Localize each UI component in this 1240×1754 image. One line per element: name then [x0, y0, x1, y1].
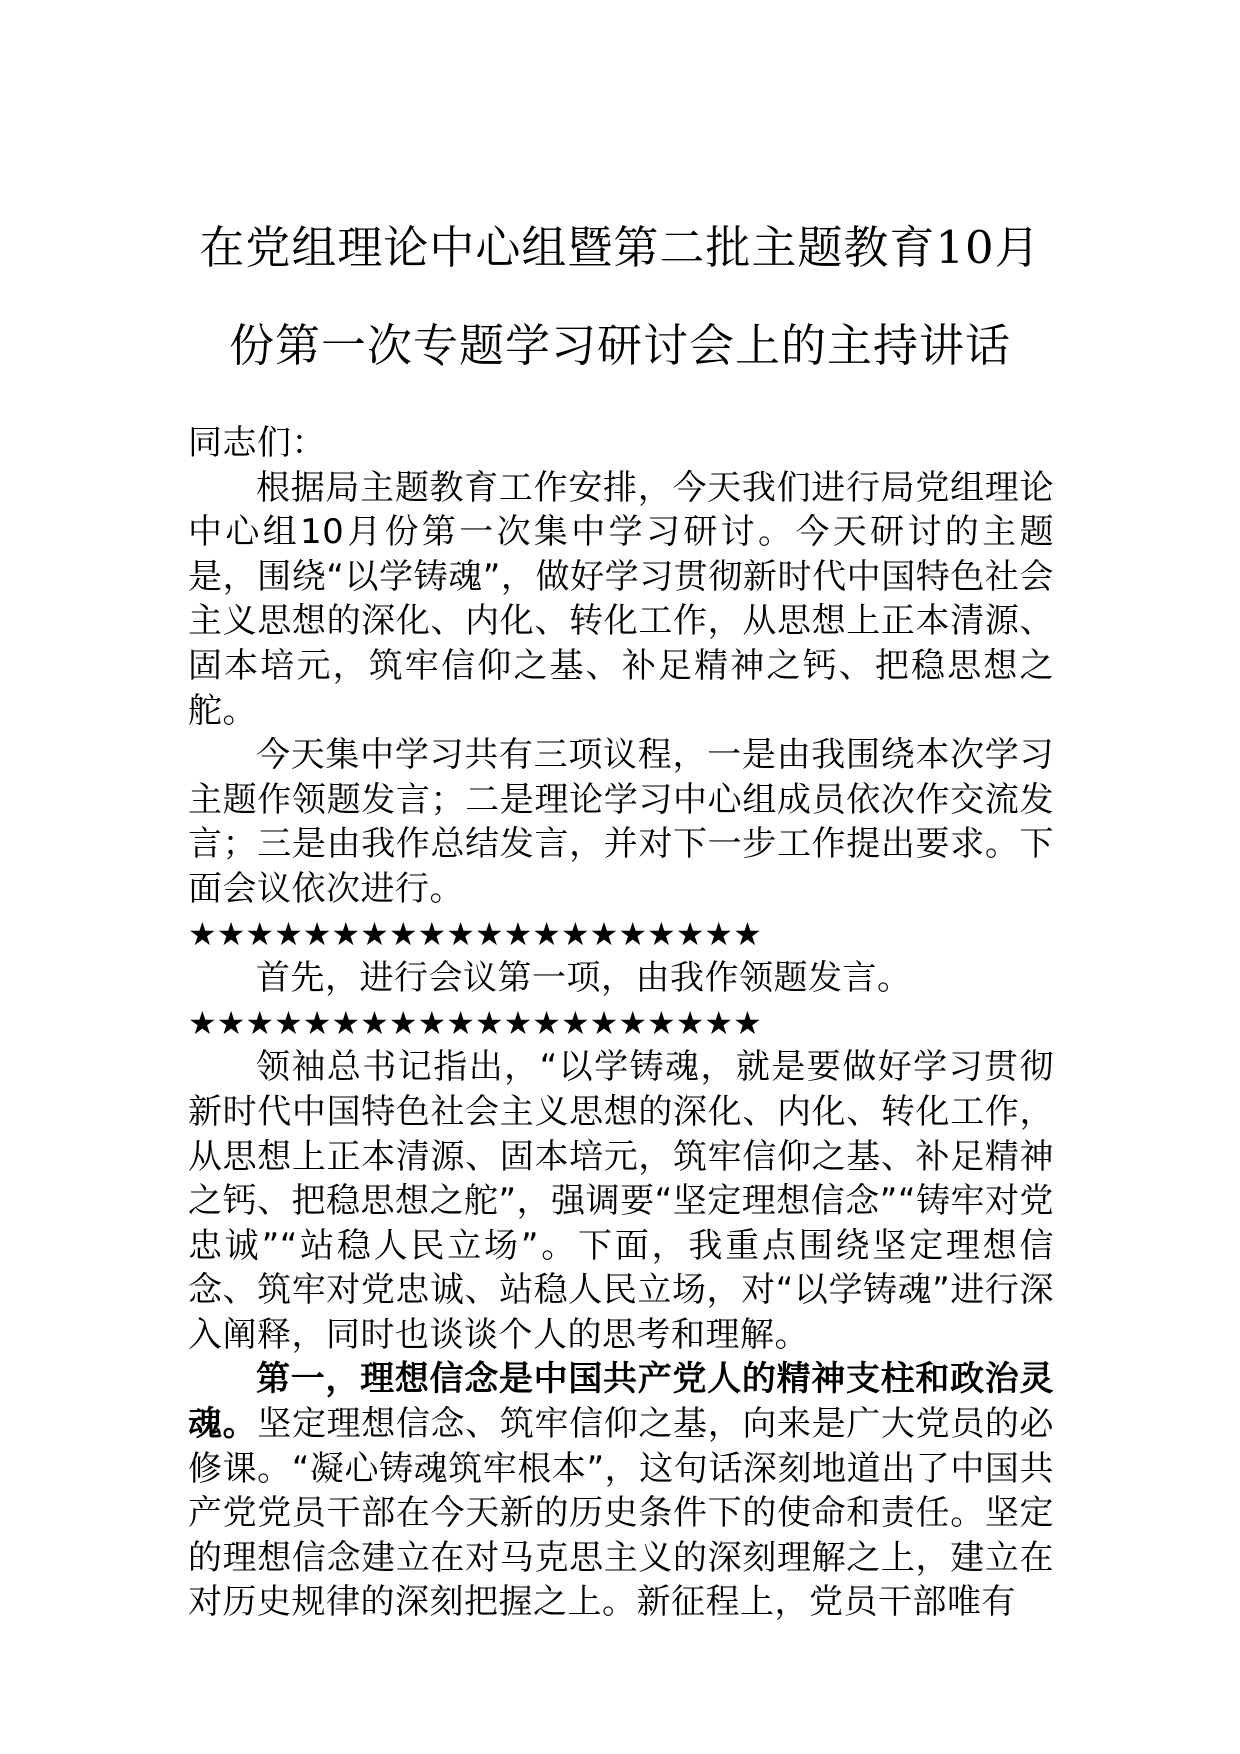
paragraph-agenda-items: 今天集中学习共有三项议程，一是由我围绕本次学习主题作领题发言；二是理论学习中心组成员依次作交流发言；三是由我作总结发言，并对下一步工作提出要求。下面会议依次进行。 [188, 735, 1054, 909]
title-line-1: 在党组理论中心组暨第二批主题教育10月 [199, 221, 1041, 274]
paragraph-leader-quote: 领袖总书记指出，“以学铸魂，就是要做好学习贯彻新时代中国特色社会主义思想的深化、内化、转化工作，从思想上正本清源、固本培元，筑牢信仰之基、补足精神之钙、把稳思想之舵”，强调要“坚定理想信念”“铸牢对党忠诚”“站稳人民立场”。下面，我重点围绕坚定理想信念、筑牢对党忠诚、站稳人民立场，对“以学铸魂”进行深入阐释，同时也谈谈个人的思考和理解。 [188, 1047, 1054, 1355]
salutation: 同志们： [188, 423, 326, 463]
title-line-2: 份第一次专题学习研讨会上的主持讲话 [228, 319, 1011, 372]
paragraph-first-point [188, 1357, 1054, 1625]
document-body [188, 421, 1054, 1625]
first-point-text: 坚定理想信念、筑牢信仰之基，向来是广大党员的必修课。“凝心铸魂筑牢根本”，这句话深刻地道出了中国共产党党员干部在今天新的历史条件下的使命和责任。坚定的理想信念建立在对马克思主义的深刻理解之上，建立在对历史规律的深刻把握之上。新征程上，党员干部唯有 [188, 1404, 1055, 1623]
document-title [150, 199, 1090, 395]
first-point-heading: 第一，理想信念是中国共产党人的精神支柱和政治灵魂。 [188, 1359, 1054, 1445]
star-divider: ★★★★★★★★★★★★★★★★★★★★ [188, 914, 762, 953]
paragraph-first-item: 首先，进行会议第一项，由我作领题发言。 [256, 958, 912, 999]
paragraph-agenda-intro: 根据局主题教育工作安排，今天我们进行局党组理论中心组10月份第一次集中学习研讨。今天研讨的主题是，围绕“以学铸魂”，做好学习贯彻新时代中国特色社会主义思想的深化、内化、转化工作，从思想上正本清源、固本培元，筑牢信仰之基、补足精神之钙、把稳思想之舵。 [188, 467, 1054, 731]
star-divider: ★★★★★★★★★★★★★★★★★★★★ [188, 1003, 762, 1042]
